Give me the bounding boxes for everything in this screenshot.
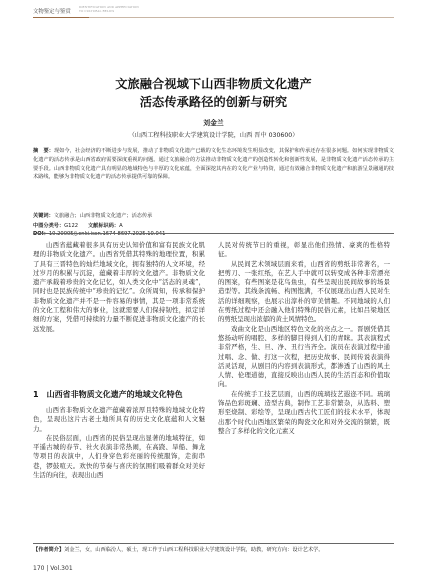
keywords bbox=[33, 212, 394, 220]
body-paragraph: 从民间艺术领域层面来看，山西省的剪纸非常著名，一把剪刀、一张红纸，在艺人手中就可以转变成各种非常漂亮的图案，有些图案是花鸟鱼虫，有些呈现出民间故事的场景造型等。其线条流畅、构图饱满，不仅展现出山西人民对生活的详细观察，也展示出淳朴的审美情趣。不同地域的人们在剪纸过程中还会融入他们特殊的民俗元素，比如吕梁地区的剪纸呈现出浓郁的黄土风情特色。 bbox=[218, 259, 390, 324]
page-footer: 170 | Vol.301 bbox=[33, 565, 73, 572]
author-affiliation: （山西工程科技职业大学建筑设计学院，山西 晋中 030600） bbox=[128, 132, 299, 139]
doi-line bbox=[33, 230, 165, 238]
body-left-column-bottom bbox=[33, 406, 205, 480]
page-number: 170 bbox=[33, 565, 45, 572]
body-left-column-top bbox=[33, 241, 205, 334]
header-rule bbox=[89, 17, 394, 18]
classification-line bbox=[33, 222, 165, 230]
clc-label: 中图分类号： bbox=[33, 223, 65, 229]
body-paragraph: 山西省非物质文化遗产蕴藏着浓厚且特殊的地域文化特色，呈现出这片古老土地所具有的历史文化底蕴和人文魅力。 bbox=[33, 406, 205, 433]
doi-label: DOI： bbox=[33, 231, 49, 237]
keywords-label: 关键词： bbox=[33, 213, 54, 219]
keywords-text: 文旅融合；山西非物质文化遗产；活态传承 bbox=[53, 213, 153, 219]
body-paragraph: 山西省蕴藏着很多具有历史认知价值和富有民族文化肌理的非物质文化遗产。山西省凭借其特殊的地理位置，积累了具有三晋特色的灿烂地域文化，拥有独特的人文环境，经过岁月的积累与沉淀，蕴藏着丰厚的文化遗产。非物质文化遗产承载着珍贵的文化记忆，如人类文化中“活态的灵魂”，同时也是民族传统中“珍贵的记忆”。众所周知，传承和保护非物质文化遗产并不是一件容易的事情，其是一项非常系统的文化工程和伟大的事业，这就需要人们保持韧性，拟定详细的方案，凭借可持续的力量不断促进非物质文化遗产的长远发展。 bbox=[33, 241, 205, 333]
journal-name: 文物鉴定与鉴赏 bbox=[33, 9, 71, 15]
section-heading-1: 1 山西省非物质文化遗产的地域文化特色 bbox=[33, 390, 183, 399]
running-header bbox=[0, 0, 427, 22]
article-title-line2: 活态传承路径的创新与研究 bbox=[139, 95, 288, 109]
journal-english-name bbox=[79, 6, 139, 13]
body-paragraph: 人民对传统节日的重视，彰显出他们热情、豪爽的性格特征。 bbox=[218, 241, 390, 259]
doi-value[interactable]: 10.20005/j.cnki.issn.1674-8697.2025.10.041 bbox=[48, 231, 166, 237]
footnote-divider bbox=[33, 543, 394, 544]
footnote-label: 【作者简介】 bbox=[33, 547, 65, 553]
abstract-text: 现如今，社会经济的不断进步与发展，推动了非物质文化遗产已载的文化生态环境发生明显改变，其保护和传承还存在很多问题。如何实现非物质文化遗产的活态传承是山西省政府需要深度重视的问题。通过文旅融合的方法推动非物质文化遗产的创造性转化和创新性发展，是非物质文化遗产活态传承的主要手段。山西非物质文化遗产具有明显的地域特色与丰厚的文化底蕴，全面深挖其内在的文化产业与特资，通过有效融合非物质文化遗产和旅游呈景融通的技术路线，能够为非物质文化遗产的活态传承提供可靠的保障。 bbox=[33, 148, 394, 181]
article-meta bbox=[33, 222, 165, 238]
body-paragraph: 在传统手工技艺层面，山西的琉璃技艺遐迩不同。琉璃饰品色彩斑斓、造型古典，制作工艺非常繁杂，从选料、塑形至烧制、彩绘等，呈现山西古代工匠们的技术水平，体现出那个时代山西地区繁荣的陶瓷文化和对外交流的频繁，既整合了多样化的文化元素又 bbox=[218, 389, 390, 435]
author-footnote bbox=[33, 546, 394, 554]
body-paragraph: 在民俗层面，山西省的民俗呈现出显著的地域特征，如平遥古城的春节、社火表演非常热闹，在高跷、旱船、舞龙等项目的表演中，人们身穿色彩亮丽的传统服饰，走街串巷，锣鼓喧天。欢快的节奏与喜庆的氛围们吸着群众对美好生活的向往，表现出山西 bbox=[33, 433, 205, 480]
abstract-divider bbox=[33, 233, 394, 234]
article-title-line1: 文旅融合视域下山西非物质文化遗产 bbox=[115, 77, 312, 91]
doc-code-label: 文献标识码： bbox=[87, 223, 120, 229]
author-name: 刘金兰 bbox=[203, 119, 224, 127]
header-rule-accent bbox=[33, 17, 89, 18]
journal-english-line2: TO CULTURAL RELICS bbox=[79, 8, 115, 13]
body-right-column bbox=[218, 241, 390, 436]
volume-number: Vol.301 bbox=[50, 565, 73, 572]
footnote-text: 刘金兰，女，山西临汾人，硕士，现工作于山西工程科技职业大学建筑设计学院，助教，研究方向：设计艺术学。 bbox=[64, 547, 324, 553]
journal-english-line1: IDENTIFICATION AND APPRECIATION bbox=[79, 5, 139, 9]
doc-code-value: A bbox=[119, 223, 123, 229]
clc-value: G122 bbox=[64, 223, 79, 229]
abstract-label: 摘 要： bbox=[33, 148, 54, 154]
body-paragraph: 戏曲文化是山西地区特色文化的亮点之一。晋剧凭借其悠扬动听的唱腔、多样的脚目得到人们的青睐。其表演程式非常严格，生、旦、净、丑行当齐全。演员在表演过程中通过唱、念、做、打这一次程，把历史故事、民间传说表演得活灵活现，从剧目的内容到表演形式，都渗透了山西的风土人情、伦理道德，直接反映出山西人民的生活百态和价值取向。 bbox=[218, 324, 390, 389]
abstract bbox=[33, 147, 394, 182]
